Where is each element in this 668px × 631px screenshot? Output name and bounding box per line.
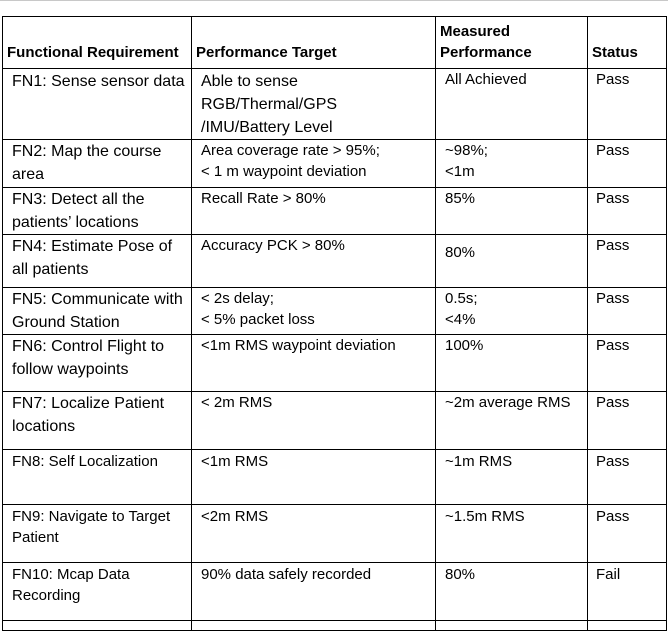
header-measured-performance: Measured Performance — [436, 17, 588, 69]
measured-line: 0.5s; — [445, 290, 478, 307]
header-functional-requirement: Functional Requirement — [3, 17, 192, 69]
requirement-cell: FN7: Localize Patient locations — [3, 392, 192, 450]
target-cell — [192, 621, 436, 631]
requirement-cell: FN4: Estimate Pose of all patients — [3, 235, 192, 288]
measured-line: <1m — [445, 163, 475, 180]
target-cell: <2m RMS — [192, 505, 436, 563]
measured-cell: 85% — [436, 188, 588, 235]
measured-cell: 80% — [436, 235, 588, 288]
requirement-cell: FN6: Control Flight to follow waypoints — [3, 335, 192, 392]
target-line: < 2s delay; — [201, 290, 274, 307]
measured-cell — [436, 140, 588, 188]
requirement-cell: FN1: Sense sensor data — [3, 69, 192, 140]
measured-cell: ~1m RMS — [436, 450, 588, 505]
table-row — [3, 288, 667, 335]
target-cell: Recall Rate > 80% — [192, 188, 436, 235]
table-row — [3, 563, 667, 621]
measured-cell — [436, 621, 588, 631]
status-cell: Pass — [588, 188, 667, 235]
measured-cell: 80% — [436, 563, 588, 621]
table-row — [3, 505, 667, 563]
status-cell — [588, 621, 667, 631]
status-cell: Pass — [588, 140, 667, 188]
header-status: Status — [588, 17, 667, 69]
measured-cell — [436, 288, 588, 335]
requirement-cell: FN5: Communicate with Ground Station — [3, 288, 192, 335]
status-cell: Pass — [588, 392, 667, 450]
requirement-cell — [3, 621, 192, 631]
status-cell: Pass — [588, 288, 667, 335]
target-line: Area coverage rate > 95%; — [201, 142, 380, 159]
requirement-cell: FN9: Navigate to Target Patient — [3, 505, 192, 563]
target-cell: <1m RMS waypoint deviation — [192, 335, 436, 392]
table-row — [3, 235, 667, 288]
target-cell: < 2m RMS — [192, 392, 436, 450]
table-header-row — [3, 17, 667, 69]
page-top-divider — [0, 0, 668, 1]
table-row — [3, 450, 667, 505]
status-cell: Pass — [588, 335, 667, 392]
status-cell: Pass — [588, 235, 667, 288]
table-row — [3, 69, 667, 140]
measured-line: <4% — [445, 311, 476, 328]
measured-cell: 100% — [436, 335, 588, 392]
target-cell: Able to sense RGB/Thermal/GPS /IMU/Battery Level — [192, 69, 436, 140]
requirement-cell: FN10: Mcap Data Recording — [3, 563, 192, 621]
header-performance-target: Performance Target — [192, 17, 436, 69]
status-cell: Fail — [588, 563, 667, 621]
target-cell: Accuracy PCK > 80% — [192, 235, 436, 288]
table-row — [3, 621, 667, 631]
table-row — [3, 188, 667, 235]
target-line: < 1 m waypoint deviation — [201, 163, 367, 180]
requirement-cell: FN2: Map the course area — [3, 140, 192, 188]
measured-cell: ~2m average RMS — [436, 392, 588, 450]
requirement-cell: FN3: Detect all the patients’ locations — [3, 188, 192, 235]
target-line: < 5% packet loss — [201, 311, 315, 328]
requirement-cell: FN8: Self Localization — [3, 450, 192, 505]
table-row — [3, 392, 667, 450]
target-cell — [192, 140, 436, 188]
status-cell: Pass — [588, 505, 667, 563]
target-cell: 90% data safely recorded — [192, 563, 436, 621]
measured-cell: All Achieved — [436, 69, 588, 140]
target-cell: <1m RMS — [192, 450, 436, 505]
table-row — [3, 335, 667, 392]
target-cell — [192, 288, 436, 335]
measured-cell: ~1.5m RMS — [436, 505, 588, 563]
status-cell: Pass — [588, 450, 667, 505]
requirements-table — [2, 16, 667, 631]
status-cell: Pass — [588, 69, 667, 140]
measured-line: ~98%; — [445, 142, 488, 159]
table-row — [3, 140, 667, 188]
